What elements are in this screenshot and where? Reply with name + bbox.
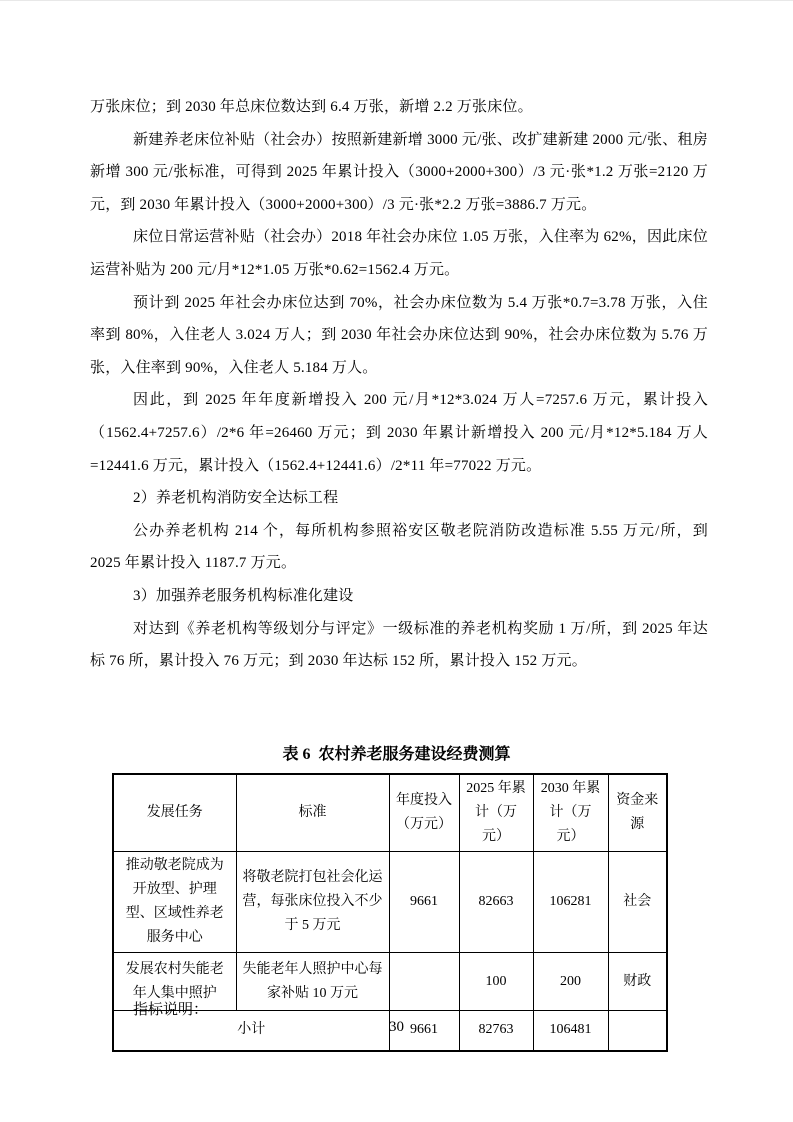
annual-cell [389, 953, 459, 1011]
col-header-annual: 年度投入（万元） [389, 774, 459, 852]
cum2030-cell: 106281 [533, 852, 608, 953]
task-cell: 推动敬老院成为开放型、护理型、区域性养老服务中心 [113, 852, 236, 953]
table-header-row [113, 774, 667, 852]
task-cell: 发展农村失能老年人集中照护 [113, 953, 236, 1011]
col-header-source: 资金来源 [608, 774, 667, 852]
table-row [113, 852, 667, 953]
subtotal-2030: 106481 [533, 1011, 608, 1051]
subtotal-label: 小计 [113, 1011, 389, 1051]
list-item-heading: 2）养老机构消防安全达标工程 [133, 490, 339, 507]
cum2025-cell: 100 [459, 953, 533, 1011]
subtotal-annual: 9661 [389, 1011, 459, 1051]
col-header-task: 发展任务 [113, 774, 236, 852]
note-label: 指标说明： [133, 1002, 209, 1018]
standard-cell: 失能老年人照护中心每家补贴 10 万元 [236, 953, 389, 1011]
paragraph: 预计到 2025 年社会办床位达到 70%，社会办床位数为 5.4 万张*0.7=3.78 万张，入住率到 80%，入住老人 3.024 万人；到 2030 年社会办床位达到 90%，社会办床位数为 5.76 万张，入住率到 90%，入住老人 5.184 万人。 [90, 294, 708, 376]
annual-cell: 9661 [389, 852, 459, 953]
page-number: 30 [389, 1019, 404, 1035]
source-cell: 财政 [608, 953, 667, 1011]
paragraph: 因此，到 2025 年年度新增投入 200 元/月*12*3.024 万人=7257.6 万元，累计投入（1562.4+7257.6）/2*6 年=26460 万元；到 2030 年累计新增投入 200 元/月*12*5.184 万人=12441.6 万元，累计投入（1562.4+12441.6）/2*11 年=77022 万元。 [90, 392, 708, 474]
table-title: 表 6 农村养老服务建设经费测算 [282, 746, 511, 763]
paragraph: 公办养老机构 214 个，每所机构参照裕安区敬老院消防改造标准 5.55 万元/所，到 2025 年累计投入 1187.7 万元。 [90, 522, 708, 572]
paragraph: 对达到《养老机构等级划分与评定》一级标准的养老机构奖励 1 万/所，到 2025 年达标 76 所，累计投入 76 万元；到 2030 年达标 152 所，累计投入 152 万元。 [90, 620, 708, 670]
col-header-standard: 标准 [236, 774, 389, 852]
col-header-2025: 2025 年累计（万元） [459, 774, 533, 852]
paragraph: 新建养老床位补贴（社会办）按照新建新增 3000 元/张、改扩建新建 2000 元/张、租房新增 300 元/张标准，可得到 2025 年累计投入（3000+2000+300）/3 元·张*1.2 万张=2120 万元，到 2030 年累计投入（3000+2000+300）/3 元·张*2.2 万张=3886.7 万元。 [90, 131, 708, 213]
paragraph: 万张床位；到 2030 年总床位数达到 6.4 万张，新增 2.2 万张床位。 [90, 99, 533, 115]
standard-cell: 将敬老院打包社会化运营，每张床位投入不少于 5 万元 [236, 852, 389, 953]
list-item-heading: 3）加强养老服务机构标准化建设 [133, 587, 354, 604]
body-text [90, 91, 708, 678]
col-header-2030: 2030 年累计（万元） [533, 774, 608, 852]
cum2030-cell: 200 [533, 953, 608, 1011]
source-cell: 社会 [608, 852, 667, 953]
paragraph: 床位日常运营补贴（社会办）2018 年社会办床位 1.05 万张，入住率为 62%，因此床位运营补贴为 200 元/月*12*1.05 万张*0.62=1562.4 万元。 [90, 229, 708, 278]
subtotal-2025: 82763 [459, 1011, 533, 1051]
cum2025-cell: 82663 [459, 852, 533, 953]
